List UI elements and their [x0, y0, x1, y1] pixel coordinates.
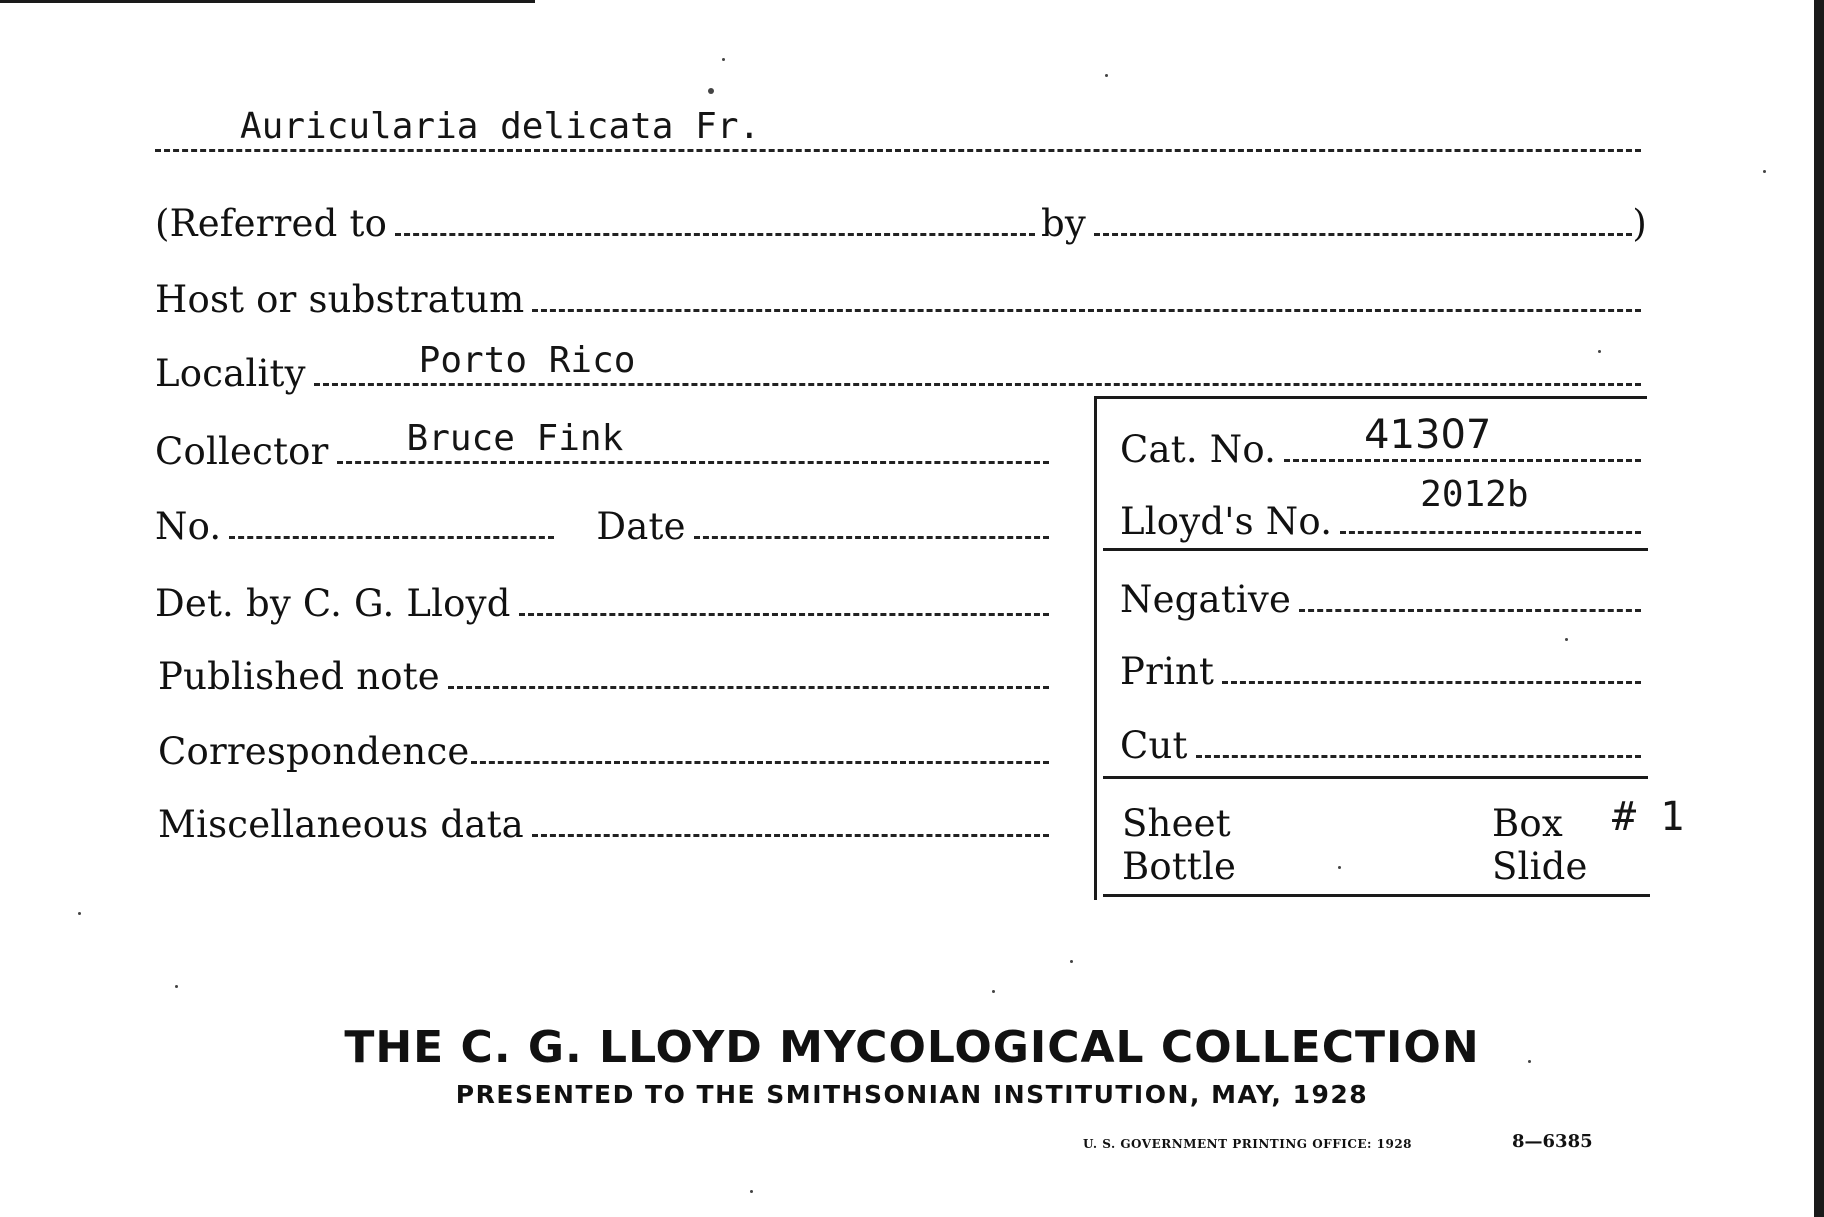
- close-paren: ): [1632, 202, 1647, 245]
- cut-row: [1120, 714, 1647, 767]
- speck: [1105, 74, 1108, 77]
- box-label: Box: [1492, 802, 1563, 845]
- det-label: Det. by C. G. Lloyd: [155, 582, 511, 625]
- negative-label: Negative: [1120, 578, 1292, 621]
- correspondence-label: Correspondence: [158, 730, 470, 773]
- species-name: Auricularia delicata Fr.: [240, 106, 761, 147]
- lloyds-no-value: 2012b: [1420, 474, 1529, 515]
- print-line: [1222, 681, 1641, 684]
- lloyds-no-line: [1340, 474, 1641, 534]
- box-top-rule: [1095, 396, 1647, 399]
- box-lower-rule: [1103, 776, 1648, 779]
- print-label: Print: [1120, 650, 1215, 693]
- box-value: # 1: [1612, 794, 1685, 840]
- cut-label: Cut: [1120, 724, 1188, 767]
- locality-label: Locality: [155, 352, 306, 395]
- collection-subtitle: PRESENTED TO THE SMITHSONIAN INSTITUTION, MAY, 1928: [455, 1080, 1369, 1109]
- printing-office-note: U. S. GOVERNMENT PRINTING OFFICE: 1928: [1083, 1137, 1413, 1151]
- bottle-label: Bottle: [1122, 845, 1237, 888]
- referred-to-label: (Referred to: [155, 202, 388, 245]
- by-line: [1094, 233, 1632, 236]
- speck: [78, 912, 81, 915]
- speck: [708, 88, 714, 94]
- sheet-label: Sheet: [1122, 802, 1231, 845]
- host-label: Host or substratum: [155, 278, 525, 321]
- misc-label: Miscellaneous data: [158, 803, 524, 846]
- cat-no-line: [1284, 412, 1641, 462]
- collector-label: Collector: [155, 430, 329, 473]
- locality-line: [314, 340, 1641, 386]
- date-label: Date: [596, 505, 686, 548]
- slide-label: Slide: [1492, 845, 1588, 888]
- published-line: [448, 686, 1049, 689]
- box-bottom-rule: [1103, 894, 1650, 897]
- speck: [1070, 960, 1073, 963]
- speck: [1763, 170, 1766, 173]
- no-line: [229, 536, 554, 539]
- cat-no-label: Cat. No.: [1120, 428, 1277, 471]
- card-top-edge: [0, 0, 535, 3]
- referred-to-line: [395, 233, 1035, 236]
- by-label: by: [1041, 202, 1087, 245]
- det-line: [519, 613, 1049, 616]
- speck: [175, 985, 178, 988]
- cat-no-value: 41307: [1364, 412, 1492, 458]
- collector-line: [337, 418, 1049, 464]
- det-row: [155, 572, 1055, 625]
- speck: [1338, 866, 1341, 869]
- no-date-row: [155, 495, 1055, 548]
- locality-value: Porto Rico: [418, 340, 636, 381]
- date-line: [694, 536, 1049, 539]
- misc-row: [158, 793, 1055, 846]
- speck: [722, 58, 725, 61]
- lloyds-no-label: Lloyd's No.: [1120, 500, 1333, 543]
- print-row: [1120, 640, 1647, 693]
- published-label: Published note: [158, 655, 440, 698]
- lloyds-no-row: [1120, 474, 1647, 543]
- speck: [992, 990, 995, 993]
- collector-row: [155, 418, 1055, 473]
- form-number: 8—6385: [1512, 1131, 1593, 1152]
- cat-no-row: [1120, 412, 1647, 471]
- box-left-rule: [1094, 396, 1097, 900]
- host-line: [532, 309, 1641, 312]
- speck: [750, 1190, 753, 1193]
- misc-line: [532, 834, 1049, 837]
- published-row: [158, 645, 1055, 698]
- species-row: [155, 108, 1647, 158]
- box-mid-rule: [1103, 548, 1648, 551]
- no-label: No.: [155, 505, 222, 548]
- cut-line: [1196, 755, 1641, 758]
- correspondence-row: [158, 720, 1055, 773]
- negative-row: [1120, 568, 1647, 621]
- species-line: [155, 106, 1641, 152]
- correspondence-line: [471, 761, 1049, 764]
- locality-row: [155, 340, 1647, 395]
- collector-value: Bruce Fink: [406, 418, 624, 459]
- negative-line: [1299, 609, 1641, 612]
- collection-title: THE C. G. LLOYD MYCOLOGICAL COLLECTION: [344, 1022, 1480, 1073]
- host-row: [155, 268, 1647, 321]
- referred-row: [155, 192, 1647, 245]
